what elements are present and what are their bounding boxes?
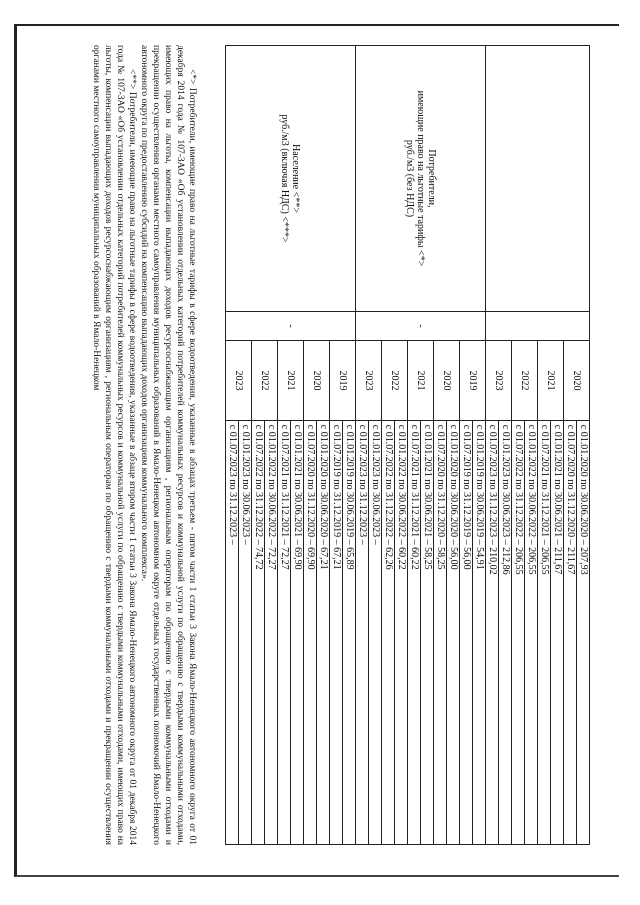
rate-line: с 01.01.2022 по 30.06.2022 – 60,22 — [396, 424, 407, 570]
rate-cell — [460, 420, 486, 844]
rate-cell — [538, 420, 564, 844]
marker-cell: - — [226, 311, 356, 340]
rate-line: с 01.01.2022 по 30.06.2022 – 72,27 — [266, 424, 277, 570]
year-cell: 2021 — [278, 341, 304, 421]
marker-cell: - — [356, 311, 486, 340]
year-cell: 2019 — [460, 341, 486, 421]
rate-cell — [564, 420, 590, 844]
year-cell: 2019 — [330, 341, 356, 421]
footnote-1: <*> Потребители, имеющие право на льготные тарифы в сфере водоотведения, указанные в абзацах третьем - пятом части 1 статьи 3 Закона Ямало-Ненецкого автономного округа от 01 декабря 2014 года № 107-ЗАО «Об установлении отдельных категорий потребителей коммунальных ресурсов и коммунальной услуги по обращению с твердыми коммунальными отходами, имеющих право на льготы, компенсации выпадающих доходов ресурсоснабжающим организациям , региональным операторам по обращению с твердыми коммунальными отходами и прекращении осуществления органами местного самоуправления муниципальных образований в Ямало-Ненецком автономном округе отдельных государственных полномочий Ямало-Ненецкого автономного округа по предоставлению субсидий на компенсацию выпадающих доходов организациям коммунального комплекса». — [139, 45, 197, 845]
rate-line: с 01.07.2022 по 31.12.2022 – 206,55 — [512, 421, 525, 844]
marker-cell — [486, 311, 590, 340]
rate-line: с 01.07.2023 по 31.12.2023 – — [226, 421, 239, 844]
footnote-2: <**> Потребители, имеющие право на льготные тарифы в сфере водоотведения, указанные в абзаце втором части 1 статьи 3 Закона Ямало-Ненецкого автономного округа от 01 декабря 2014 года № 107-ЗАО «Об установлении отдельных категорий потребителей коммунальных ресурсов и коммунальной услуги по обращению с твердыми коммунальными отходами, имеющих право на льготы, компенсации выпадающих доходов ресурсоснабжающим организациям , региональным операторам по обращению с твердыми коммунальными отходами и прекращении осуществления органами местного самоуправления муниципальных образований в Ямало-Ненецком — [91, 45, 137, 845]
year-cell: 2022 — [252, 341, 278, 421]
year-cell: 2021 — [538, 341, 564, 421]
consumer-group-title: руб./м3 (включая НДС) <***> — [279, 114, 291, 243]
rate-cell — [330, 420, 356, 844]
year-cell: 2022 — [382, 341, 408, 421]
rate-cell — [252, 420, 278, 844]
rate-line: с 01.07.2020 по 31.12.2020 – 211,67 — [564, 421, 577, 844]
consumer-group-title: имеющие право на льготные тарифы <*> — [415, 90, 426, 267]
tariff-table — [225, 45, 590, 845]
rate-line: с 01.07.2022 по 31.12.2022 – 62,26 — [382, 421, 395, 844]
table-row — [460, 46, 486, 845]
year-cell: 2020 — [564, 341, 590, 421]
year-cell: 2023 — [486, 341, 512, 421]
rate-line: с 01.07.2020 по 31.12.2020 – 58,25 — [434, 421, 447, 844]
consumer-group-cell — [486, 46, 590, 312]
rate-line: с 01.01.2021 по 30.06.2021 – 58,25 — [422, 424, 433, 570]
rate-line: с 01.07.2019 по 31.12.2019 – 67,21 — [330, 421, 343, 844]
rate-line: с 01.07.2021 по 31.12.2021 – 206,55 — [538, 421, 551, 844]
table-row — [330, 46, 356, 845]
table-row — [564, 46, 590, 845]
rate-line: с 01.07.2023 по 31.12.2023 – — [356, 421, 369, 844]
tariff-table-body — [226, 46, 590, 845]
year-cell: 2023 — [356, 341, 382, 421]
rate-line: с 01.07.2021 по 31.12.2021 – 60,22 — [408, 421, 421, 844]
rate-cell — [512, 420, 538, 844]
rate-line: с 01.01.2021 по 30.06.2021 – 69,90 — [292, 424, 303, 570]
rate-cell — [382, 420, 408, 844]
rate-cell — [356, 420, 382, 844]
rate-line: с 01.01.2023 по 30.06.2023 – — [370, 424, 381, 545]
rate-cell — [486, 420, 512, 844]
rate-line: с 01.01.2023 по 30.06.2023 – — [240, 424, 251, 545]
rate-cell — [226, 420, 252, 844]
consumer-group-title: руб./м3 (без НДС) — [404, 139, 415, 218]
year-cell: 2020 — [304, 341, 330, 421]
rate-line: с 01.01.2021 по 30.06.2021 – 211,67 — [552, 424, 563, 575]
rate-line: с 01.01.2022 по 30.06.2022 – 206,55 — [526, 424, 537, 575]
year-cell: 2022 — [512, 341, 538, 421]
rate-line: с 01.07.2019 по 31.12.2019 – 56,00 — [460, 421, 473, 844]
rate-cell — [304, 420, 330, 844]
consumer-group-title: Потребители, — [426, 149, 437, 208]
year-cell: 2023 — [226, 341, 252, 421]
footnotes — [90, 45, 198, 845]
rate-line: с 01.01.2023 по 30.06.2023 – 212,86 — [500, 424, 511, 575]
rate-line: с 01.01.2020 по 30.06.2020 – 56,00 — [448, 424, 459, 570]
rate-cell — [408, 420, 434, 844]
rate-line: с 01.07.2021 по 31.12.2021 – 72,27 — [278, 421, 291, 844]
year-cell: 2021 — [408, 341, 434, 421]
rate-cell — [434, 420, 460, 844]
rate-cell — [278, 420, 304, 844]
rate-line: с 01.01.2019 по 30.06.2019 – 65,89 — [344, 424, 355, 570]
rate-line: с 01.01.2020 по 30.06.2020 – 207,93 — [578, 424, 589, 575]
consumer-group-cell — [226, 46, 356, 312]
rate-line: с 01.07.2020 по 31.12.2020 – 69,90 — [304, 421, 317, 844]
rotated-document-page — [25, 35, 590, 855]
rate-line: с 01.07.2023 по 31.12.2023 – 210,02 — [486, 421, 499, 844]
rate-line: с 01.07.2022 по 31.12.2022 – 74,72 — [252, 421, 265, 844]
year-cell: 2020 — [434, 341, 460, 421]
consumer-group-cell — [356, 46, 486, 312]
rate-line: с 01.01.2019 по 30.06.2019 – 54,91 — [474, 424, 485, 570]
consumer-group-title: Население <**> — [290, 143, 302, 213]
rate-line: с 01.01.2020 по 30.06.2020 – 67,21 — [318, 424, 329, 570]
